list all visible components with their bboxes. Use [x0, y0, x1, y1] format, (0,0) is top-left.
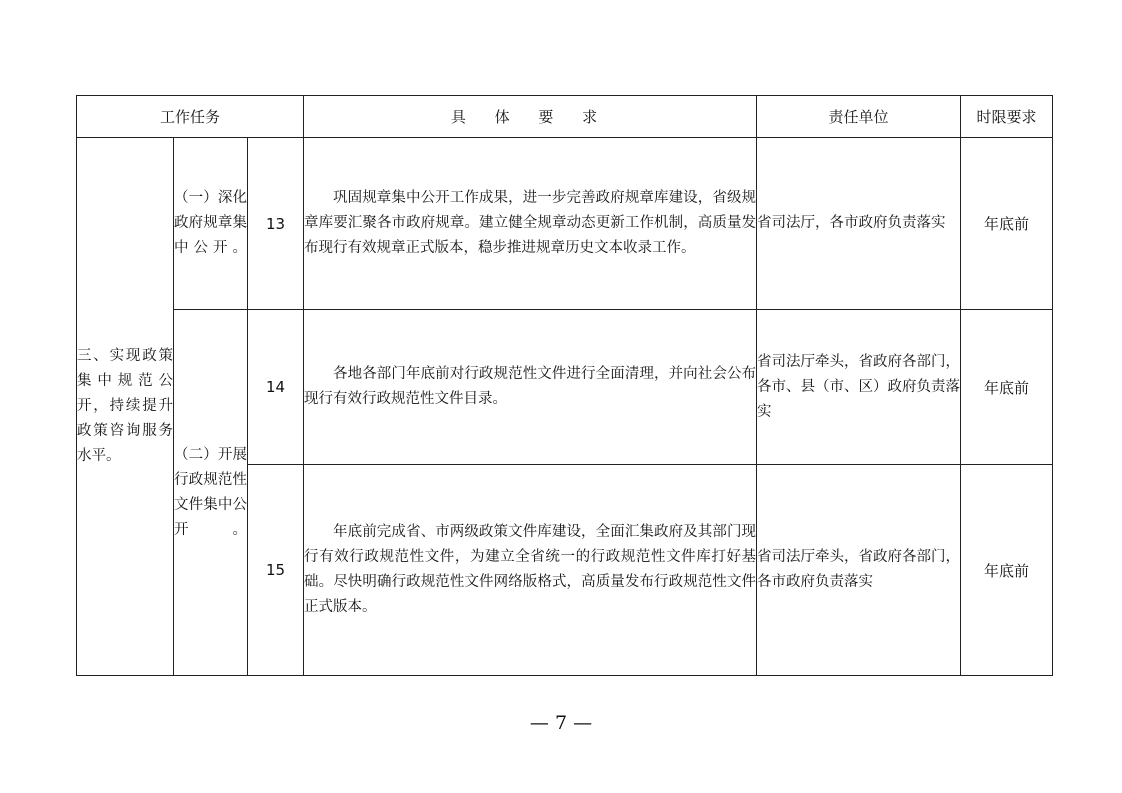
main-task-cell [77, 138, 174, 676]
task-table [76, 95, 1053, 676]
row-number: 15 [248, 465, 304, 676]
unit-cell: 省司法厅，各市政府负责落实 [757, 138, 961, 310]
header-requirement: 具 体 要 求 [304, 96, 757, 138]
requirement-cell [304, 138, 757, 310]
sub-task-text: （一）深化政府规章集中公开。 [174, 190, 247, 256]
requirement-text: 年底前完成省、市两级政策文件库建设，全面汇集政府及其部门现行有效行政规范性文件，为建立全省统一的行政规范性文件库打好基础。尽快明确行政规范性文件网络版格式，高质量发布行政规范性文件正式版本。 [304, 524, 757, 615]
deadline-cell: 年底前 [961, 138, 1053, 310]
table-row [77, 310, 1053, 465]
table-row [77, 138, 1053, 310]
unit-cell: 省司法厅牵头，省政府各部门，各市、县（市、区）政府负责落实 [757, 310, 961, 465]
requirement-cell [304, 465, 757, 676]
requirement-text: 各地各部门年底前对行政规范性文件进行全面清理，并向社会公布现行有效行政规范性文件目录。 [304, 366, 757, 407]
page-number: — 7 — [529, 712, 593, 734]
row-number: 13 [248, 138, 304, 310]
requirement-cell [304, 310, 757, 465]
sub-task-cell [174, 138, 248, 310]
unit-cell: 省司法厅牵头，省政府各部门，各市政府负责落实 [757, 465, 961, 676]
table-header-row [77, 96, 1053, 138]
header-unit: 责任单位 [757, 96, 961, 138]
requirement-text: 巩固规章集中公开工作成果，进一步完善政府规章库建设，省级规章库要汇聚各市政府规章。建立健全规章动态更新工作机制，高质量发布现行有效规章正式版本，稳步推进规章历史文本收录工作。 [304, 190, 757, 256]
deadline-cell: 年底前 [961, 310, 1053, 465]
sub-task-text: （二）开展行政规范性文件集中公开。 [174, 446, 247, 538]
row-number: 14 [248, 310, 304, 465]
header-task: 工作任务 [77, 96, 304, 138]
header-deadline: 时限要求 [961, 96, 1053, 138]
deadline-cell: 年底前 [961, 465, 1053, 676]
main-task-text: 三、实现政策集中规范公开，持续提升政策咨询服务水平。 [77, 348, 173, 464]
sub-task-cell [174, 310, 248, 676]
